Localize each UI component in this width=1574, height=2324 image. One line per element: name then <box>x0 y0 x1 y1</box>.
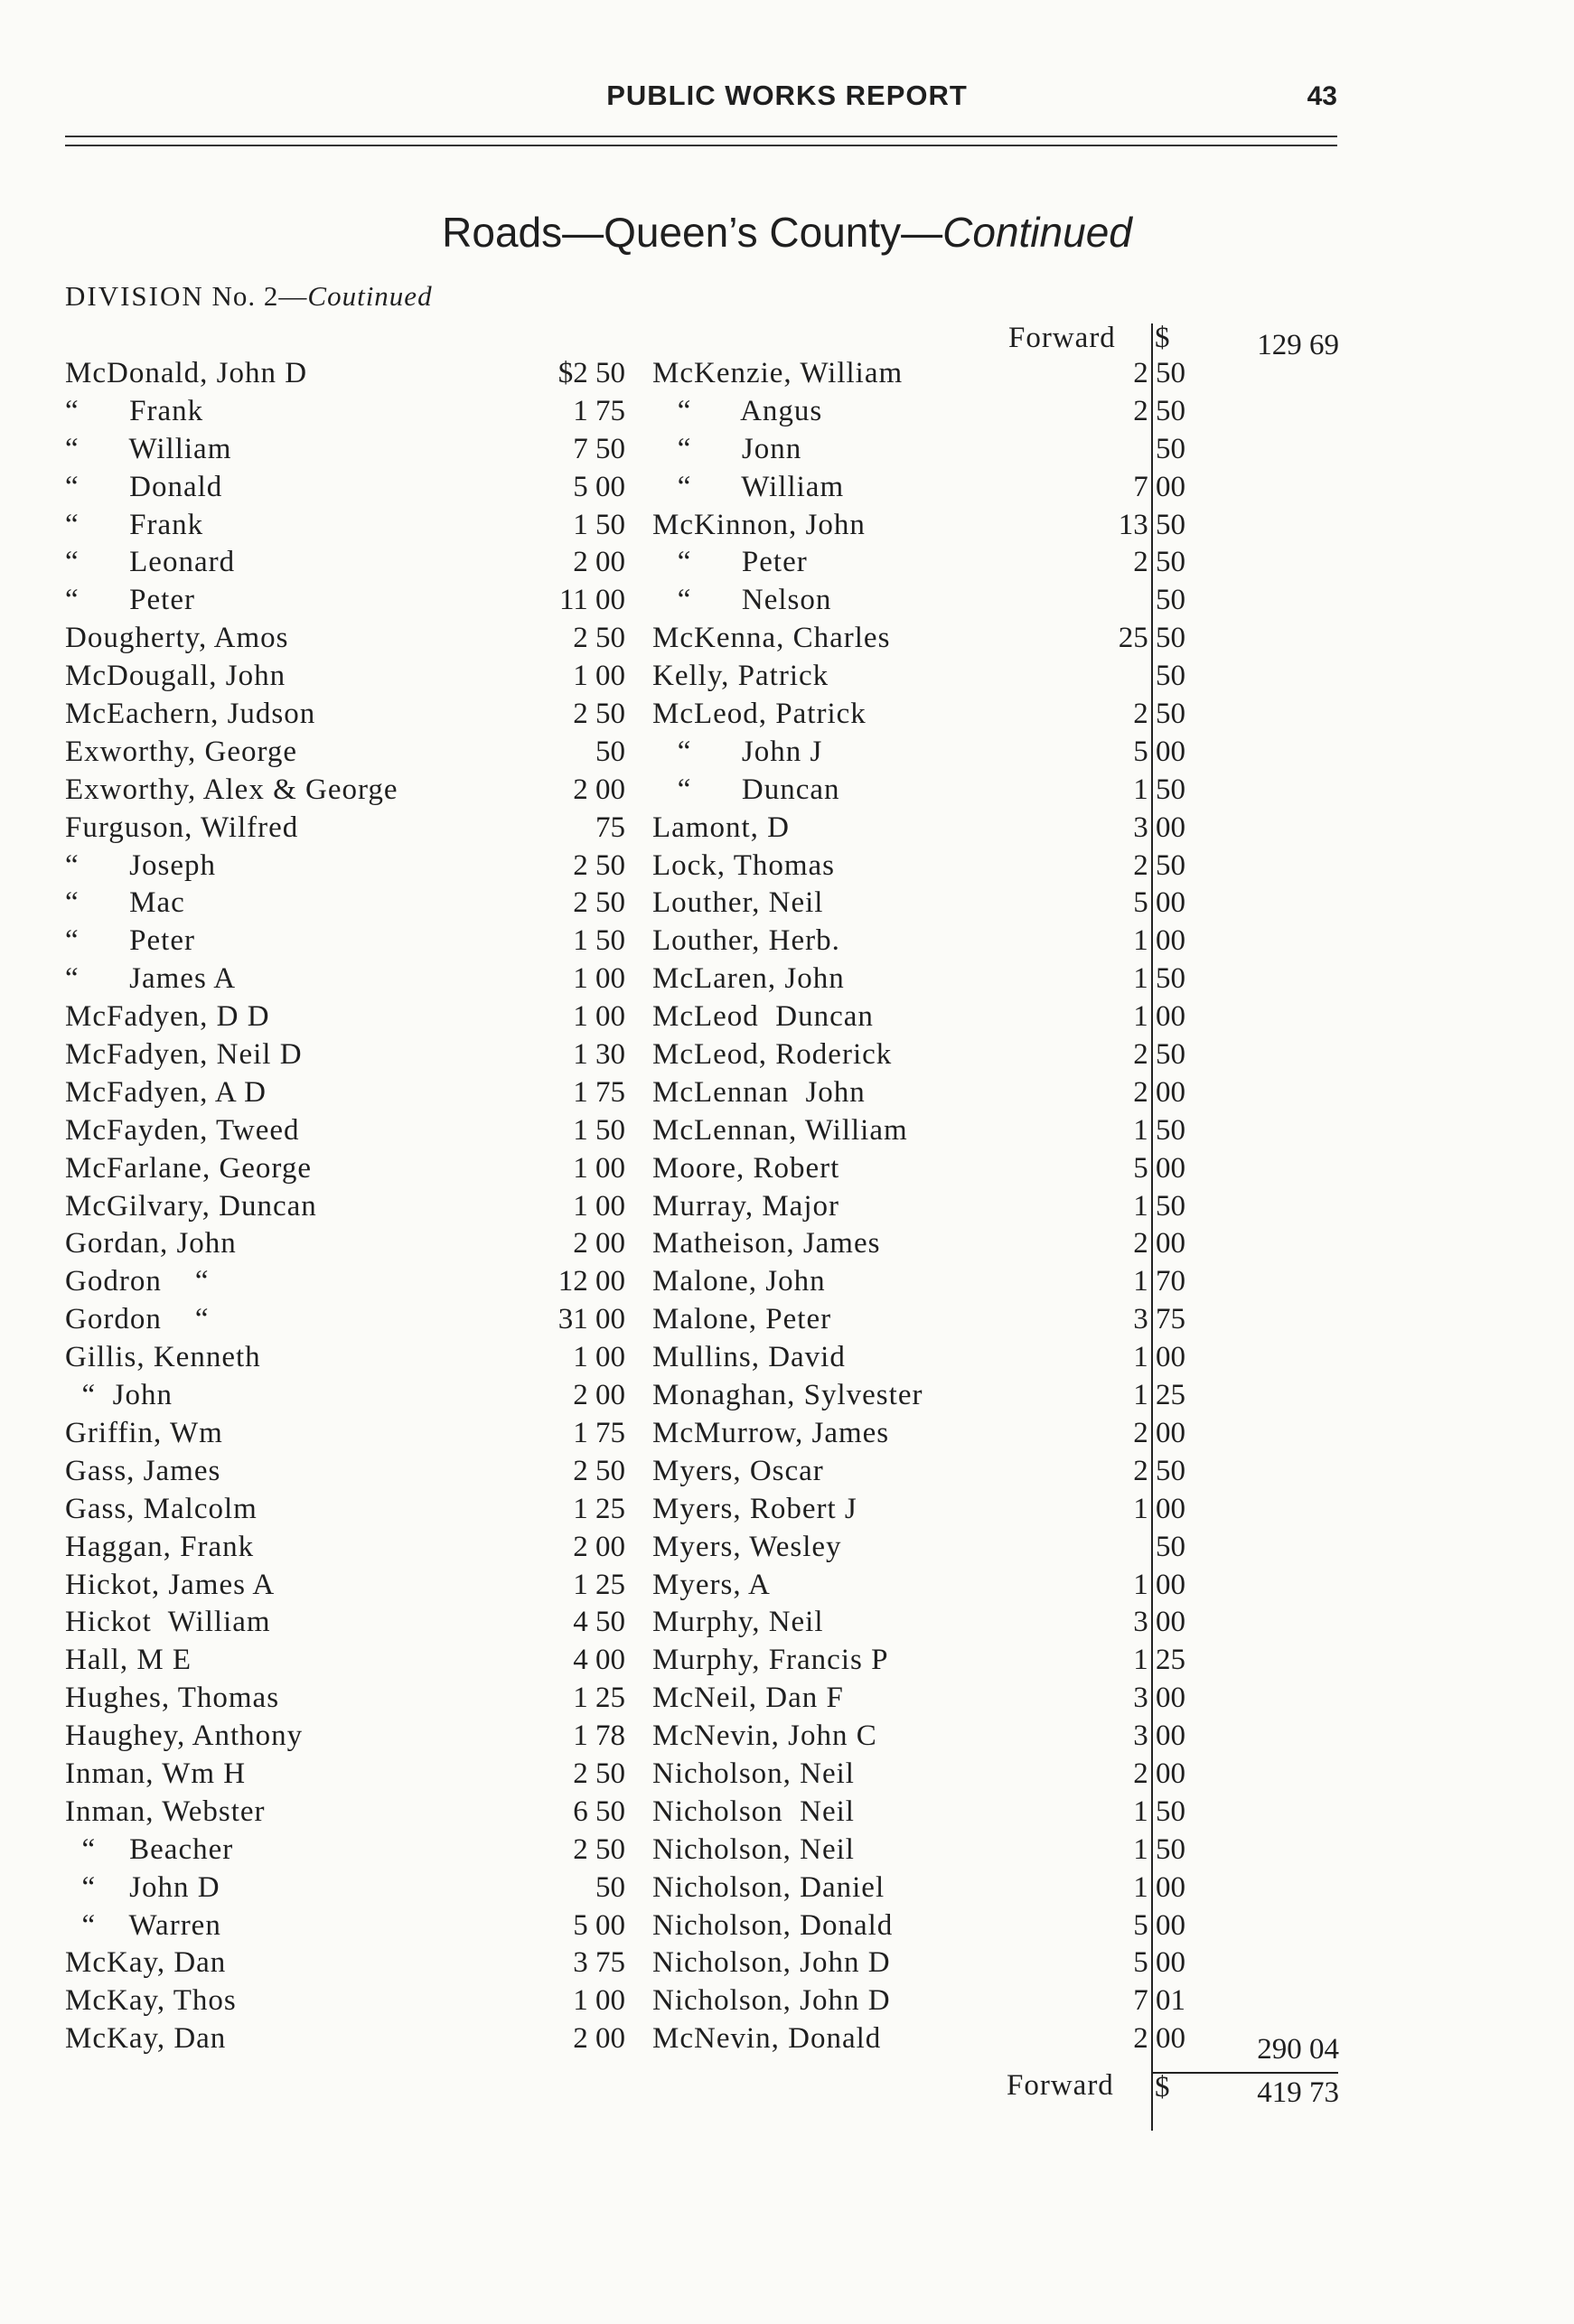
payment-amount: 25 50 <box>1118 622 1185 655</box>
payment-amount: 1 25 <box>1133 1644 1185 1677</box>
payment-amount: 5 00 <box>1133 1946 1185 1980</box>
payee-name: McFadyen, A D <box>65 1075 267 1109</box>
division-continued: Coutinued <box>307 280 433 312</box>
payee-name: “ John D <box>65 1870 220 1904</box>
payment-amount: 2 00 <box>1133 1416 1185 1449</box>
payee-name: Lamont, D <box>652 811 790 844</box>
payee-name: “ Frank <box>65 508 204 541</box>
payment-amount: 1 50 <box>1133 962 1185 996</box>
payee-name: McEachern, Judson <box>65 698 316 731</box>
payment-amount: 7 50 <box>573 432 625 465</box>
payee-name: “ Joseph <box>65 848 216 882</box>
title-main: Roads—Queen’s County— <box>442 209 943 256</box>
payee-name: McLeod, Roderick <box>652 1038 893 1072</box>
payee-name: Louther, Neil <box>652 886 824 920</box>
payee-name: McFadyen, Neil D <box>65 1038 303 1072</box>
payment-amount: 1 25 <box>1133 1379 1185 1412</box>
payment-amount: 1 00 <box>1133 1341 1185 1374</box>
payee-name: Myers, A <box>652 1568 771 1601</box>
title-continued: Continued <box>942 209 1132 256</box>
payment-amount: 2 50 <box>1133 848 1185 882</box>
payee-name: Haughey, Anthony <box>65 1720 304 1753</box>
payee-name: Exworthy, George <box>65 735 298 768</box>
payee-name: “ Peter <box>65 924 195 958</box>
payment-amount: 1 50 <box>1133 1189 1185 1223</box>
page-title <box>0 208 1574 257</box>
page-number: 43 <box>1307 81 1337 111</box>
payee-name: “ Leonard <box>65 546 236 579</box>
forward-bottom-amount: 419 73 <box>1257 2076 1339 2109</box>
payment-amount: 2 00 <box>573 546 625 579</box>
payee-name: “ Donald <box>65 470 223 503</box>
payment-amount: 11 00 <box>558 584 625 617</box>
payment-amount: 1 00 <box>1133 924 1185 958</box>
payee-name: McGilvary, Duncan <box>65 1189 317 1223</box>
payment-amount: 2 50 <box>1133 546 1185 579</box>
payment-amount: 1 75 <box>573 1416 625 1449</box>
payment-amount: 2 50 <box>573 698 625 731</box>
payee-name: Murphy, Neil <box>652 1606 824 1639</box>
payee-name: Matheison, James <box>652 1227 881 1260</box>
payee-name: McMurrow, James <box>652 1416 890 1449</box>
payment-amount: 1 50 <box>1133 773 1185 806</box>
payment-amount: 1 00 <box>1133 1000 1185 1034</box>
payment-amount: 50 <box>1156 432 1185 465</box>
payment-amount: 12 00 <box>557 1265 625 1298</box>
forward-top-amount: 129 69 <box>1257 329 1339 361</box>
payee-name: Myers, Robert J <box>652 1492 857 1525</box>
payment-amount: 50 <box>595 1870 625 1904</box>
payment-amount: 2 00 <box>1133 1757 1185 1790</box>
payment-amount: 1 00 <box>573 1341 625 1374</box>
payment-amount: 2 50 <box>573 1832 625 1866</box>
payment-amount: 2 50 <box>573 886 625 920</box>
payee-name: Nicholson, Neil <box>652 1832 855 1866</box>
payment-amount: 5 00 <box>1133 1151 1185 1185</box>
payment-amount: 1 00 <box>573 660 625 693</box>
payee-name: Nicholson, Neil <box>652 1757 855 1790</box>
payment-amount: 5 00 <box>573 1908 625 1942</box>
payment-amount: 50 <box>1156 584 1185 617</box>
payment-amount: 1 00 <box>573 962 625 996</box>
payment-amount: 7 01 <box>1133 1984 1185 2018</box>
payee-name: Moore, Robert <box>652 1151 840 1185</box>
payee-name: “ Frank <box>65 394 204 427</box>
payment-amount: 2 50 <box>1133 357 1185 389</box>
payee-name: Myers, Wesley <box>652 1530 842 1563</box>
payee-name: “ William <box>65 432 232 465</box>
payment-amount: 2 00 <box>1133 1227 1185 1260</box>
payee-name: Malone, John <box>652 1265 826 1298</box>
payment-amount: 3 00 <box>1133 811 1185 844</box>
payment-amount: 1 25 <box>573 1568 625 1601</box>
payment-amount: 2 50 <box>573 1757 625 1790</box>
payee-name: Nicholson Neil <box>652 1795 855 1828</box>
payee-name: Nicholson, Daniel <box>652 1870 885 1904</box>
payment-amount: 3 00 <box>1133 1720 1185 1753</box>
subtotal-amount: 290 04 <box>1257 2033 1339 2066</box>
payee-name: Lock, Thomas <box>652 848 836 882</box>
payee-name: McKinnon, John <box>652 508 866 541</box>
payee-name: Gass, James <box>65 1454 221 1487</box>
payee-name: “ John J <box>652 735 823 768</box>
payment-amount: 1 70 <box>1133 1265 1185 1298</box>
payment-amount: 1 00 <box>573 1189 625 1223</box>
payee-name: McKenzie, William <box>652 357 904 389</box>
division-heading <box>65 280 433 313</box>
payment-amount: 75 <box>595 811 625 844</box>
payment-amount: 1 25 <box>573 1492 625 1525</box>
payee-name: Hickot William <box>65 1606 271 1639</box>
payment-amount: 1 50 <box>573 508 625 541</box>
payee-name: Griffin, Wm <box>65 1416 223 1449</box>
payee-name: Inman, Wm H <box>65 1757 247 1790</box>
payee-name: McKay, Dan <box>65 2022 227 2056</box>
payee-name: McLeod Duncan <box>652 1000 874 1034</box>
payee-name: McKenna, Charles <box>652 622 891 655</box>
payment-amount: 5 00 <box>573 470 625 503</box>
payee-name: Inman, Webster <box>65 1795 266 1828</box>
payment-amount: 2 00 <box>1133 2022 1185 2056</box>
payee-name: “ Mac <box>65 886 185 920</box>
payment-amount: $2 50 <box>557 357 625 389</box>
forward-bottom-dollar: $ <box>1155 2071 1170 2104</box>
payment-amount: 2 00 <box>1133 1075 1185 1109</box>
payee-name: McDougall, John <box>65 660 286 693</box>
payee-name: Gordan, John <box>65 1227 237 1260</box>
payment-amount: 2 00 <box>573 773 625 806</box>
payment-amount: 5 00 <box>1133 1908 1185 1942</box>
payee-name: McFadyen, D D <box>65 1000 270 1034</box>
payee-name: Kelly, Patrick <box>652 660 829 693</box>
payee-name: “ Jonn <box>652 432 802 465</box>
payment-amount: 50 <box>595 735 625 768</box>
payment-amount: 2 50 <box>1133 698 1185 731</box>
payee-name: “ James A <box>65 962 237 996</box>
payment-amount: 5 00 <box>1133 735 1185 768</box>
division-number: No. 2— <box>211 280 308 312</box>
header-rule-bottom <box>65 145 1337 146</box>
payee-name: Myers, Oscar <box>652 1454 824 1487</box>
forward-top-dollar: $ <box>1155 322 1170 354</box>
payment-amount: 1 00 <box>573 1151 625 1185</box>
payment-amount: 4 50 <box>573 1606 625 1639</box>
payment-amount: 2 50 <box>1133 1454 1185 1487</box>
payee-name: McNeil, Dan F <box>652 1682 844 1715</box>
division-label: DIVISION <box>65 280 204 312</box>
payment-amount: 1 00 <box>1133 1870 1185 1904</box>
payment-amount: 3 00 <box>1133 1682 1185 1715</box>
forward-bottom-label: Forward <box>1007 2069 1114 2102</box>
payee-name: Haggan, Frank <box>65 1530 255 1563</box>
payment-amount: 31 00 <box>557 1303 625 1336</box>
payee-name: Nicholson, John D <box>652 1946 891 1980</box>
payee-name: “ William <box>652 470 845 503</box>
running-head: PUBLIC WORKS REPORT <box>606 80 968 111</box>
payment-amount: 2 00 <box>573 1530 625 1563</box>
subtotal-rule <box>1153 2072 1338 2074</box>
payee-name: Malone, Peter <box>652 1303 832 1336</box>
payment-amount: 13 50 <box>1118 508 1185 541</box>
payee-name: Murray, Major <box>652 1189 839 1223</box>
payee-name: Gillis, Kenneth <box>65 1341 261 1374</box>
payee-name: “ Beacher <box>65 1832 234 1866</box>
payee-name: Hall, M E <box>65 1644 192 1677</box>
forward-top-label: Forward <box>1008 322 1116 354</box>
payee-name: “ Peter <box>65 584 195 617</box>
payee-name: McNevin, Donald <box>652 2022 882 2056</box>
payment-amount: 1 75 <box>573 1075 625 1109</box>
payment-amount: 7 00 <box>1133 470 1185 503</box>
payee-name: McLeod, Patrick <box>652 698 867 731</box>
payment-amount: 2 50 <box>1133 1038 1185 1072</box>
payment-amount: 2 00 <box>573 1227 625 1260</box>
payment-amount: 4 00 <box>573 1644 625 1677</box>
payment-amount: 1 50 <box>573 924 625 958</box>
payment-amount: 3 75 <box>1133 1303 1185 1336</box>
payee-name: McKay, Dan <box>65 1946 227 1980</box>
payee-name: “ Peter <box>652 546 808 579</box>
payee-name: McNevin, John C <box>652 1720 877 1753</box>
payee-name: McFarlane, George <box>65 1151 312 1185</box>
payee-name: “ Angus <box>652 394 823 427</box>
payee-name: Godron “ <box>65 1265 210 1298</box>
payment-amount: 1 00 <box>1133 1568 1185 1601</box>
payee-name: “ John <box>65 1379 173 1412</box>
payee-name: Dougherty, Amos <box>65 622 289 655</box>
payment-amount: 1 00 <box>573 1000 625 1034</box>
payment-amount: 50 <box>1156 1530 1185 1563</box>
payee-name: Exworthy, Alex & George <box>65 773 398 806</box>
payee-name: McKay, Thos <box>65 1984 237 2018</box>
payment-amount: 1 78 <box>573 1720 625 1753</box>
payment-amount: 3 75 <box>573 1946 625 1980</box>
amount-column-rule <box>1151 323 1153 2131</box>
payment-amount: 1 00 <box>573 1984 625 2018</box>
payment-amount: 1 50 <box>1133 1795 1185 1828</box>
payment-amount: 2 50 <box>1133 394 1185 427</box>
payee-name: Nicholson, Donald <box>652 1908 894 1942</box>
payment-amount: 2 50 <box>573 622 625 655</box>
payee-name: Louther, Herb. <box>652 924 840 958</box>
payment-amount: 50 <box>1156 660 1185 693</box>
payment-amount: 1 25 <box>573 1682 625 1715</box>
payment-amount: 6 50 <box>573 1795 625 1828</box>
payment-amount: 1 50 <box>573 1113 625 1147</box>
payee-name: Gordon “ <box>65 1303 210 1336</box>
payee-name: Mullins, David <box>652 1341 846 1374</box>
payment-amount: 2 00 <box>573 2022 625 2056</box>
payee-name: “ Nelson <box>652 584 832 617</box>
payee-name: Furguson, Wilfred <box>65 811 299 844</box>
payment-amount: 2 50 <box>573 848 625 882</box>
payee-name: Monaghan, Sylvester <box>652 1379 923 1412</box>
payee-name: McDonald, John D <box>65 357 308 389</box>
payment-amount: 1 00 <box>1133 1492 1185 1525</box>
payment-amount: 3 00 <box>1133 1606 1185 1639</box>
payment-amount: 2 50 <box>573 1454 625 1487</box>
payee-name: Murphy, Francis P <box>652 1644 889 1677</box>
payee-name: Hughes, Thomas <box>65 1682 280 1715</box>
payee-name: McLaren, John <box>652 962 845 996</box>
payee-name: McLennan John <box>652 1075 866 1109</box>
payment-amount: 2 00 <box>573 1379 625 1412</box>
payee-name: “ Warren <box>65 1908 221 1942</box>
payment-amount: 1 75 <box>573 394 625 427</box>
payment-amount: 1 50 <box>1133 1832 1185 1866</box>
payee-name: Nicholson, John D <box>652 1984 891 2018</box>
payee-name: “ Duncan <box>652 773 840 806</box>
payee-name: McLennan, William <box>652 1113 908 1147</box>
payee-name: Gass, Malcolm <box>65 1492 258 1525</box>
payee-name: Hickot, James A <box>65 1568 276 1601</box>
header-rule-top <box>65 136 1337 137</box>
payee-name: McFayden, Tweed <box>65 1113 300 1147</box>
payment-amount: 1 30 <box>573 1038 625 1072</box>
payment-amount: 1 50 <box>1133 1113 1185 1147</box>
payment-amount: 5 00 <box>1133 886 1185 920</box>
